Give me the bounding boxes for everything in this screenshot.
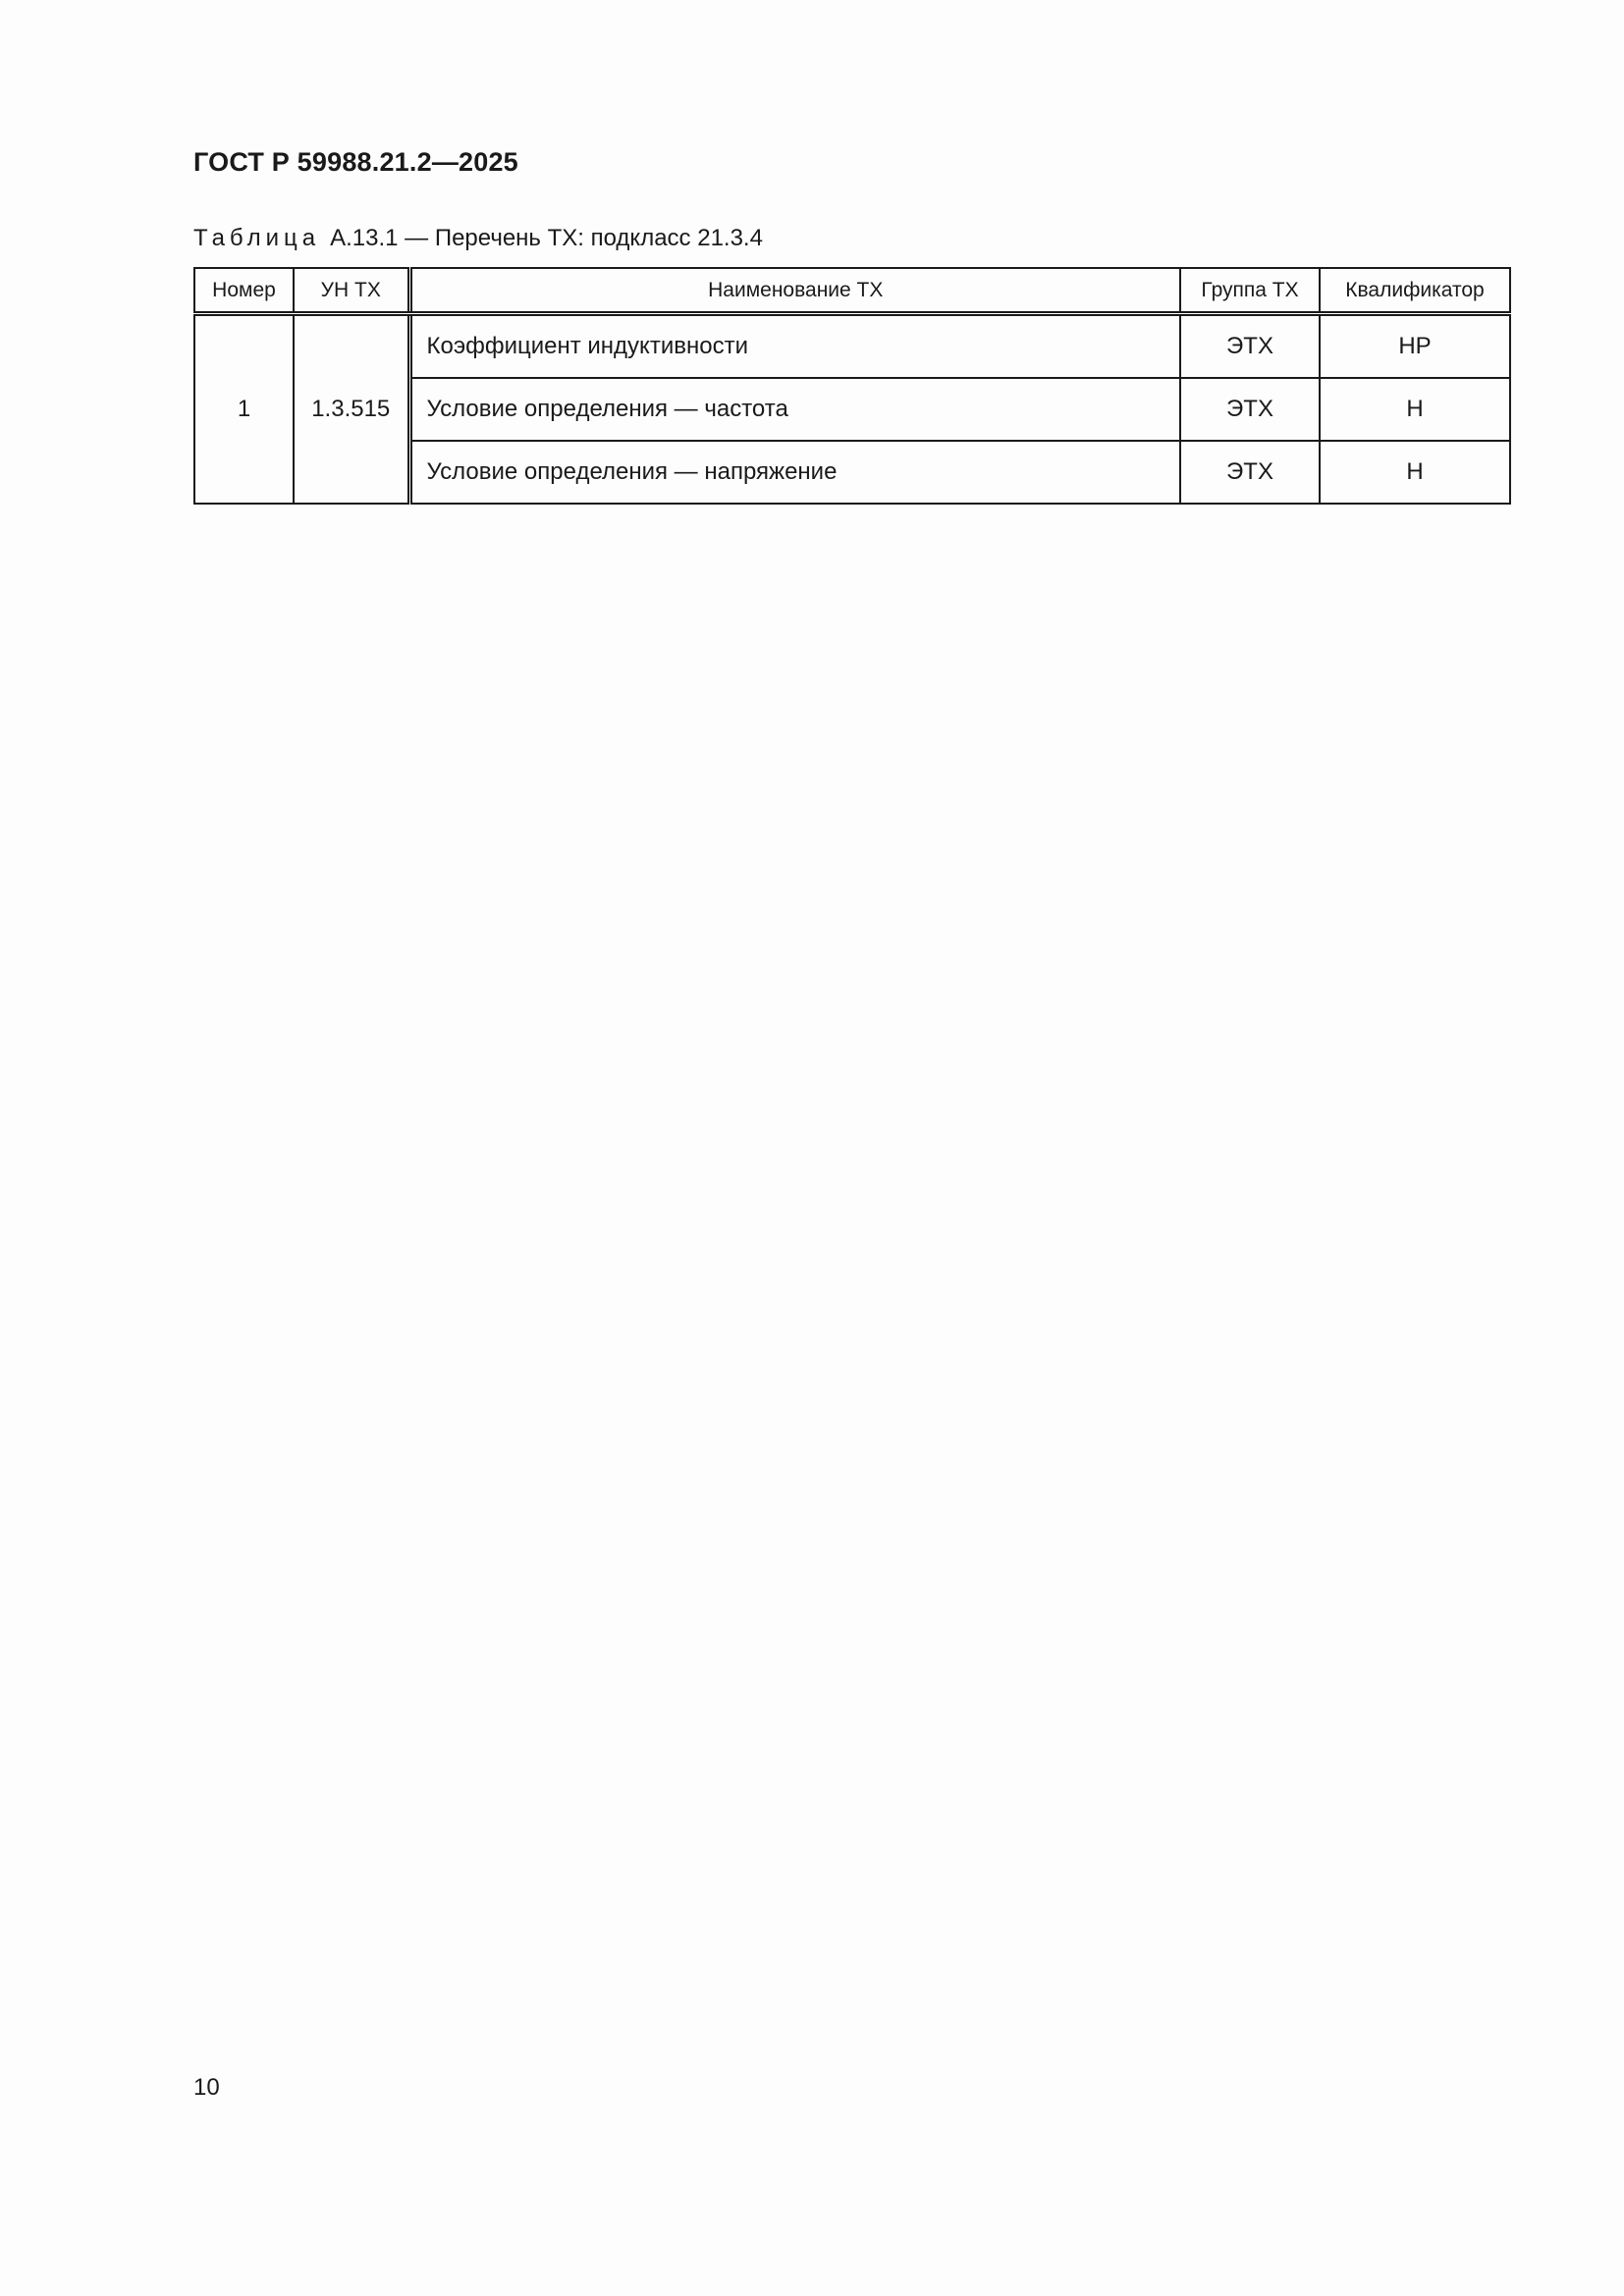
cell-name: Условие определения — напряжение xyxy=(409,441,1180,504)
cell-group: ЭТХ xyxy=(1180,314,1320,379)
table-header-row xyxy=(194,268,1510,314)
cell-qualifier: Н xyxy=(1320,441,1510,504)
cell-name: Коэффициент индуктивности xyxy=(409,314,1180,379)
document-header: ГОСТ Р 59988.21.2—2025 xyxy=(193,147,518,177)
cell-group: ЭТХ xyxy=(1180,378,1320,441)
table-row xyxy=(194,314,1510,379)
cell-qualifier: Н xyxy=(1320,378,1510,441)
column-header-qualifier: Квалификатор xyxy=(1320,268,1510,314)
cell-un-tx: 1.3.515 xyxy=(294,314,409,505)
column-header-name: Наименование ТХ xyxy=(409,268,1180,314)
cell-name: Условие определения — частота xyxy=(409,378,1180,441)
table-caption-text: А.13.1 — Перечень ТХ: подкласс 21.3.4 xyxy=(330,225,763,251)
column-header-un-tx: УН ТХ xyxy=(294,268,409,314)
cell-number: 1 xyxy=(194,314,294,505)
page-number: 10 xyxy=(193,2074,220,2101)
column-header-group: Группа ТХ xyxy=(1180,268,1320,314)
cell-qualifier: НР xyxy=(1320,314,1510,379)
cell-group: ЭТХ xyxy=(1180,441,1320,504)
table-caption-prefix: Таблица xyxy=(193,225,321,251)
column-header-number: Номер xyxy=(194,268,294,314)
table-caption xyxy=(193,225,763,252)
tx-table xyxy=(193,267,1511,505)
